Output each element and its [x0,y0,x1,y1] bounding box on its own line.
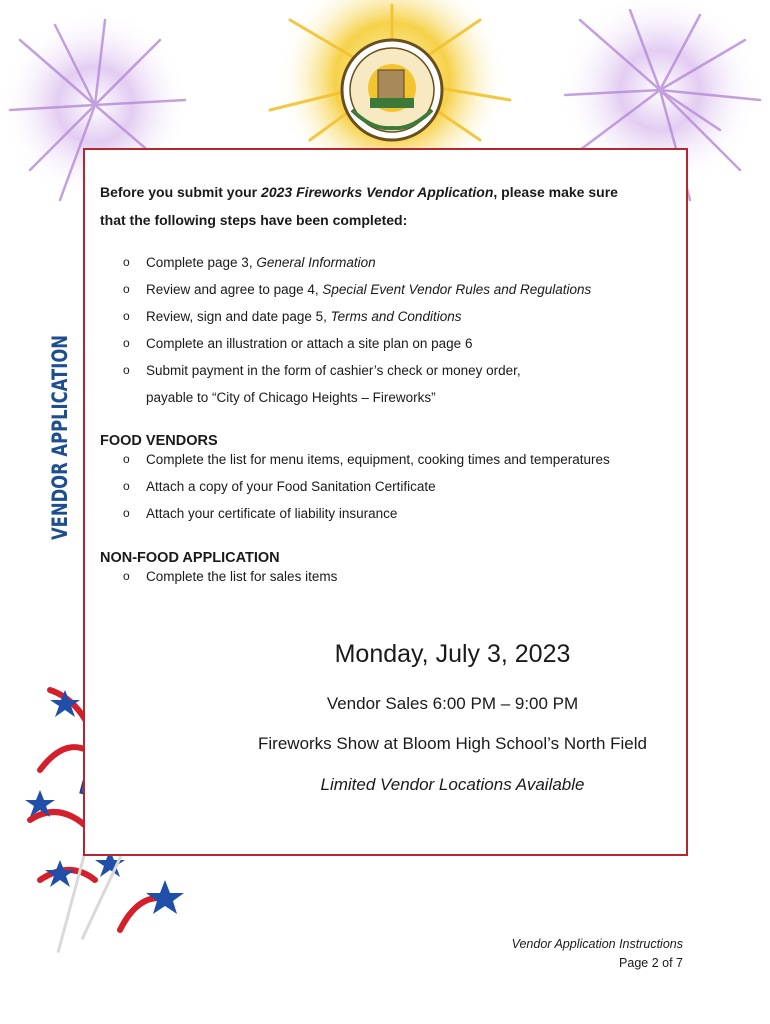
footer-doc-title: Vendor Application Instructions [511,937,683,951]
vendor-sales-time: Vendor Sales 6:00 PM – 9:00 PM [326,694,579,713]
intro-app-name: 2023 Fireworks Vendor Application [261,184,494,200]
step-italic: Terms and Conditions [330,309,462,324]
item-text: Complete the list for sales items [146,569,338,584]
list-item [123,303,663,330]
item-text: Attach a copy of your Food Sanitation Certificate [146,479,436,494]
intro-after: , please make sure [493,184,618,200]
bullet-glyph: o [123,363,130,377]
item-text: Attach your certificate of liability insurance [146,506,398,521]
bullet-glyph: o [123,255,130,269]
step-italic: General Information [256,255,376,270]
bullet-glyph: o [123,479,130,493]
step-text: Complete page 3, [146,255,257,270]
step-text: payable to “City of Chicago Heights – Fireworks” [146,390,436,405]
list-item [123,473,663,500]
food-vendors-list [123,446,663,527]
intro-line2: that the following steps have been completed: [100,212,408,228]
bullet-glyph: o [123,336,130,350]
list-item [123,357,663,384]
list-item [123,500,663,527]
bullet-glyph: o [123,569,130,583]
fireworks-show-location: Fireworks Show at Bloom High School’s North Field [258,734,647,753]
list-item-continuation [123,384,663,411]
list-item [123,330,663,357]
event-date: Monday, July 3, 2023 [334,640,571,668]
vendor-application-side-label: VENDOR APPLICATION [48,335,72,540]
city-seal-icon [342,40,442,140]
bullet-glyph: o [123,452,130,466]
limited-locations-note: Limited Vendor Locations Available [320,775,585,794]
bullet-glyph: o [123,282,130,296]
item-text: Complete the list for menu items, equipment, cooking times and temperatures [146,452,610,467]
non-food-heading: NON-FOOD APPLICATION [100,550,280,566]
list-item [123,276,663,303]
non-food-list [123,563,663,590]
food-vendors-heading: FOOD VENDORS [100,433,218,449]
step-italic: Special Event Vendor Rules and Regulations [322,282,592,297]
footer-page-number: Page 2 of 7 [619,956,683,970]
bullet-glyph: o [123,309,130,323]
list-item [123,249,663,276]
intro-before: Before you submit your [100,184,262,200]
step-text: Complete an illustration or attach a site plan on page 6 [146,336,473,351]
step-text: Review, sign and date page 5, [146,309,331,324]
intro-text [100,178,660,234]
list-item [123,446,663,473]
step-text: Review and agree to page 4, [146,282,323,297]
step-text: Submit payment in the form of cashier’s check or money order, [146,363,521,378]
bullet-glyph: o [123,506,130,520]
list-item [123,563,663,590]
steps-list [123,249,663,411]
